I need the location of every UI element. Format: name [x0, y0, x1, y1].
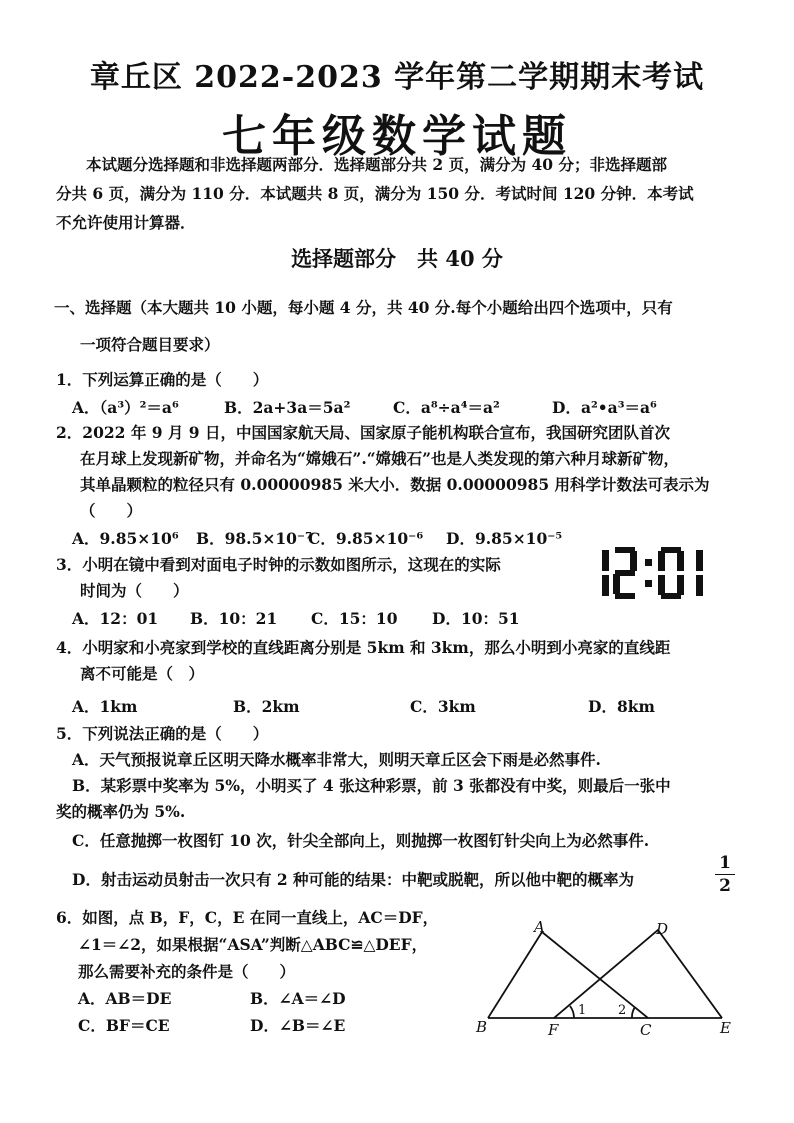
q2-option-d: D．9.85×10⁻⁵ — [446, 529, 563, 548]
intro-line-1: 本试题分选择题和非选择题两部分．选择题部分共 2 页，满分为 40 分；非选择题部 — [86, 155, 667, 174]
q6-option-a: A．AB＝DE — [78, 989, 172, 1008]
label-d: D — [656, 920, 669, 938]
label-a: A — [534, 918, 545, 936]
q2-stem-3: 其单晶颗粒的粒径只有 0.00000985 米大小．数据 0.00000985 用科学计数法可表示为 — [80, 475, 710, 494]
intro-line-3: 不允许使用计算器． — [56, 213, 196, 232]
q1-option-a: A．（a³）²＝a⁶ — [72, 398, 179, 417]
angle-1-arc — [570, 1006, 574, 1018]
q6-option-b: B．∠A＝∠D — [250, 989, 346, 1008]
label-f: F — [548, 1021, 559, 1039]
angle-2-arc — [632, 1007, 635, 1018]
q3-option-c: C．15：10 — [311, 609, 398, 628]
q4-option-a: A．1km — [72, 697, 138, 716]
q5-option-d: D．射击运动员射击一次只有 2 种可能的结果：中靶或脱靶，所以他中靶的概率为 — [72, 870, 635, 889]
q1-option-c: C．a⁸÷a⁴＝a² — [393, 398, 500, 417]
q3-stem-1: 3．小明在镜中看到对面电子时钟的示数如图所示，这现在的实际 — [56, 555, 501, 574]
q2-stem-2: 在月球上发现新矿物，并命名为“嫦娥石”.“嫦娥石”也是人类发现的第六种月球新矿物， — [80, 449, 680, 468]
q1-stem: 1．下列运算正确的是（ ） — [56, 370, 269, 389]
q3-stem-2: 时间为（ ） — [80, 581, 189, 600]
q5-stem: 5．下列说法正确的是（ ） — [56, 724, 269, 743]
q4-stem-1: 4．小明家和小亮家到学校的直线距离分别是 5km 和 3km，那么小明到小亮家的直线距 — [56, 638, 671, 657]
label-b: B — [476, 1018, 488, 1036]
q6-stem-1: 6．如图，点 B，F，C，E 在同一直线上，AC＝DF， — [56, 908, 439, 927]
q6-stem-3: 那么需要补充的条件是（ ） — [78, 962, 296, 981]
q3-option-b: B．10：21 — [190, 609, 278, 628]
triangle-figure — [470, 918, 750, 1043]
fraction-bar — [715, 874, 735, 875]
label-angle-2: 2 — [618, 1003, 627, 1018]
q4-option-d: D．8km — [588, 697, 655, 716]
fraction-numerator: 1 — [719, 853, 731, 873]
q6-option-c: C．BF＝CE — [78, 1016, 170, 1035]
label-angle-1: 1 — [578, 1003, 587, 1018]
q2-option-b: B．98.5×10⁻⁷ — [196, 529, 312, 548]
digital-clock-figure — [588, 545, 718, 601]
q5-option-a: A．天气预报说章丘区明天降水概率非常大，则明天章丘区会下雨是必然事件. — [72, 750, 601, 769]
q4-option-b: B．2km — [233, 697, 300, 716]
part1-heading-2: 一项符合题目要求） — [80, 335, 220, 354]
q2-option-c: C．9.85×10⁻⁶ — [308, 529, 424, 548]
q2-stem-1: 2．2022 年 9 月 9 日，中国国家航天局、国家原子能机构联合宣布，我国研究团队首次 — [56, 423, 670, 442]
fraction-one-half — [715, 853, 735, 896]
q3-option-d: D．10：51 — [432, 609, 520, 628]
q4-option-c: C．3km — [410, 697, 476, 716]
q5-option-b-2: 奖的概率仍为 5%. — [56, 802, 186, 821]
q6-option-d: D．∠B＝∠E — [250, 1016, 346, 1035]
exam-subtitle: 七年级数学试题 — [222, 111, 572, 162]
q5-option-c: C．任意抛掷一枚图钉 10 次，针尖全部向上，则抛掷一枚图钉针尖向上为必然事件. — [72, 831, 650, 850]
q2-option-a: A．9.85×10⁶ — [72, 529, 179, 548]
label-c: C — [640, 1021, 652, 1039]
q5-option-b-1: B．某彩票中奖率为 5%，小明买了 4 张这种彩票，前 3 张都没有中奖，则最后一张中 — [72, 776, 671, 795]
q4-stem-2: 离不可能是（ ） — [80, 664, 205, 683]
part1-heading-1: 一、选择题（本大题共 10 小题，每小题 4 分，共 40 分.每个小题给出四个选项中，只有 — [54, 298, 673, 317]
exam-title: 章丘区 2022-2023 学年第二学期期末考试 — [89, 60, 705, 95]
fraction-denominator: 2 — [719, 876, 731, 896]
intro-line-2: 分共 6 页，满分为 110 分．本试题共 8 页，满分为 150 分．考试时间 120 分钟．本考试 — [56, 184, 694, 203]
q6-stem-2: ∠1＝∠2，如果根据“ASA”判断△ABC≌△DEF， — [78, 935, 428, 954]
q1-option-b: B．2a+3a＝5a² — [224, 398, 351, 417]
q3-option-a: A．12：01 — [72, 609, 159, 628]
q1-option-d: D．a²•a³＝a⁶ — [552, 398, 657, 417]
section-title: 选择题部分 共 40 分 — [291, 246, 503, 271]
label-e: E — [720, 1019, 731, 1037]
q2-stem-4: （ ） — [80, 501, 143, 520]
